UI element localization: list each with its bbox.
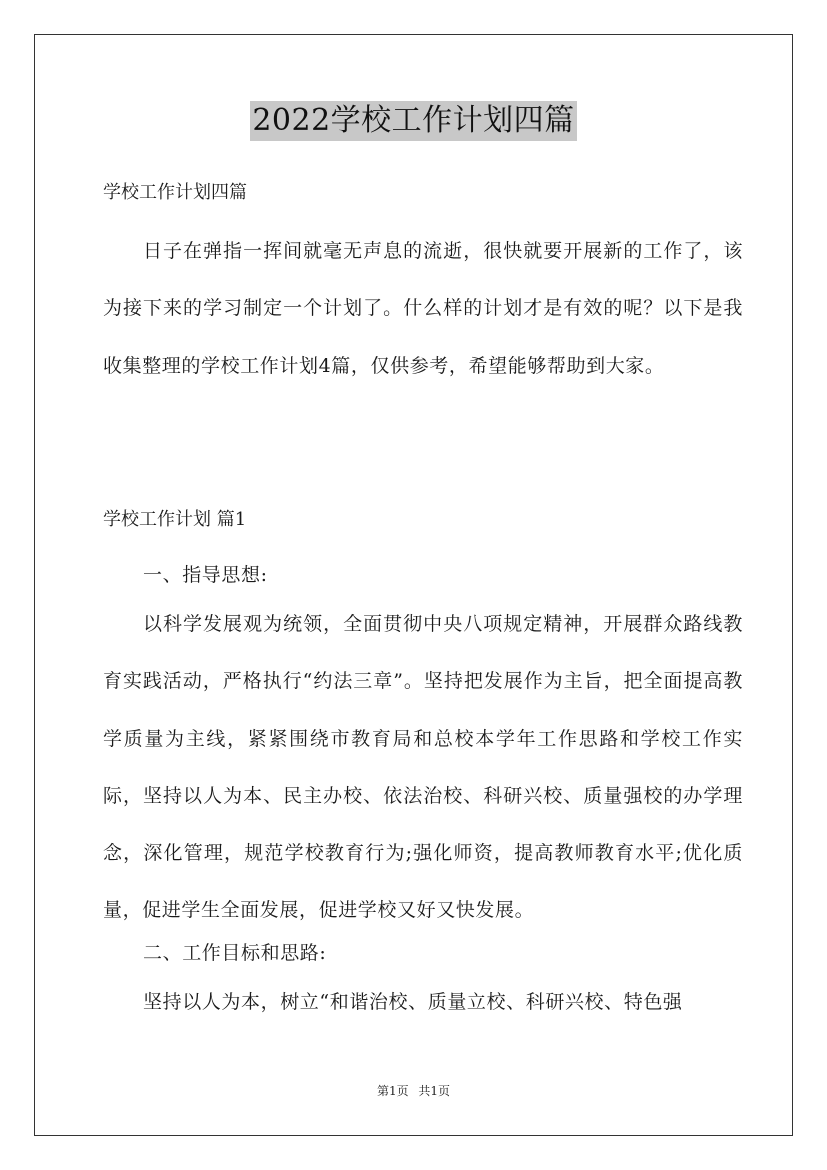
paragraph-guiding-ideology: 以科学发展观为统领，全面贯彻中央八项规定精神，开展群众路线教育实践活动，严格执行“约法三章”。坚持把发展作为主旨，把全面提高教学质量为主线，紧紧围绕市教育局和总校本学年工作思路和学校工作实际，坚持以人为本、民主办校、依法治校、科研兴校、质量强校的办学理念，深化管理，规范学校教育行为;强化师资，提高教师教育水平;优化质量，促进学生全面发展，促进学校又好又快发展。 bbox=[103, 613, 743, 922]
intro-paragraph: 日子在弹指一挥间就毫无声息的流逝，很快就要开展新的工作了，该为接下来的学习制定一个计划了。什么样的计划才是有效的呢？以下是我收集整理的学校工作计划4篇，仅供参考，希望能够帮助到大家。 bbox=[103, 240, 743, 377]
page-total: 共1页 bbox=[418, 1084, 451, 1098]
heading-guiding-ideology: 一、指导思想: bbox=[143, 564, 268, 586]
heading-goals: 二、工作目标和思路: bbox=[143, 942, 327, 964]
page-footer bbox=[0, 1082, 827, 1099]
section-title: 学校工作计划 篇1 bbox=[103, 509, 247, 530]
document-subtitle: 学校工作计划四篇 bbox=[103, 182, 247, 203]
page-number: 第1页 bbox=[376, 1084, 409, 1098]
document-title: 2022学校工作计划四篇 bbox=[250, 101, 576, 141]
title-container bbox=[0, 101, 827, 141]
paragraph-goals: 坚持以人为本，树立“和谐治校、质量立校、科研兴校、特色强 bbox=[143, 991, 683, 1013]
